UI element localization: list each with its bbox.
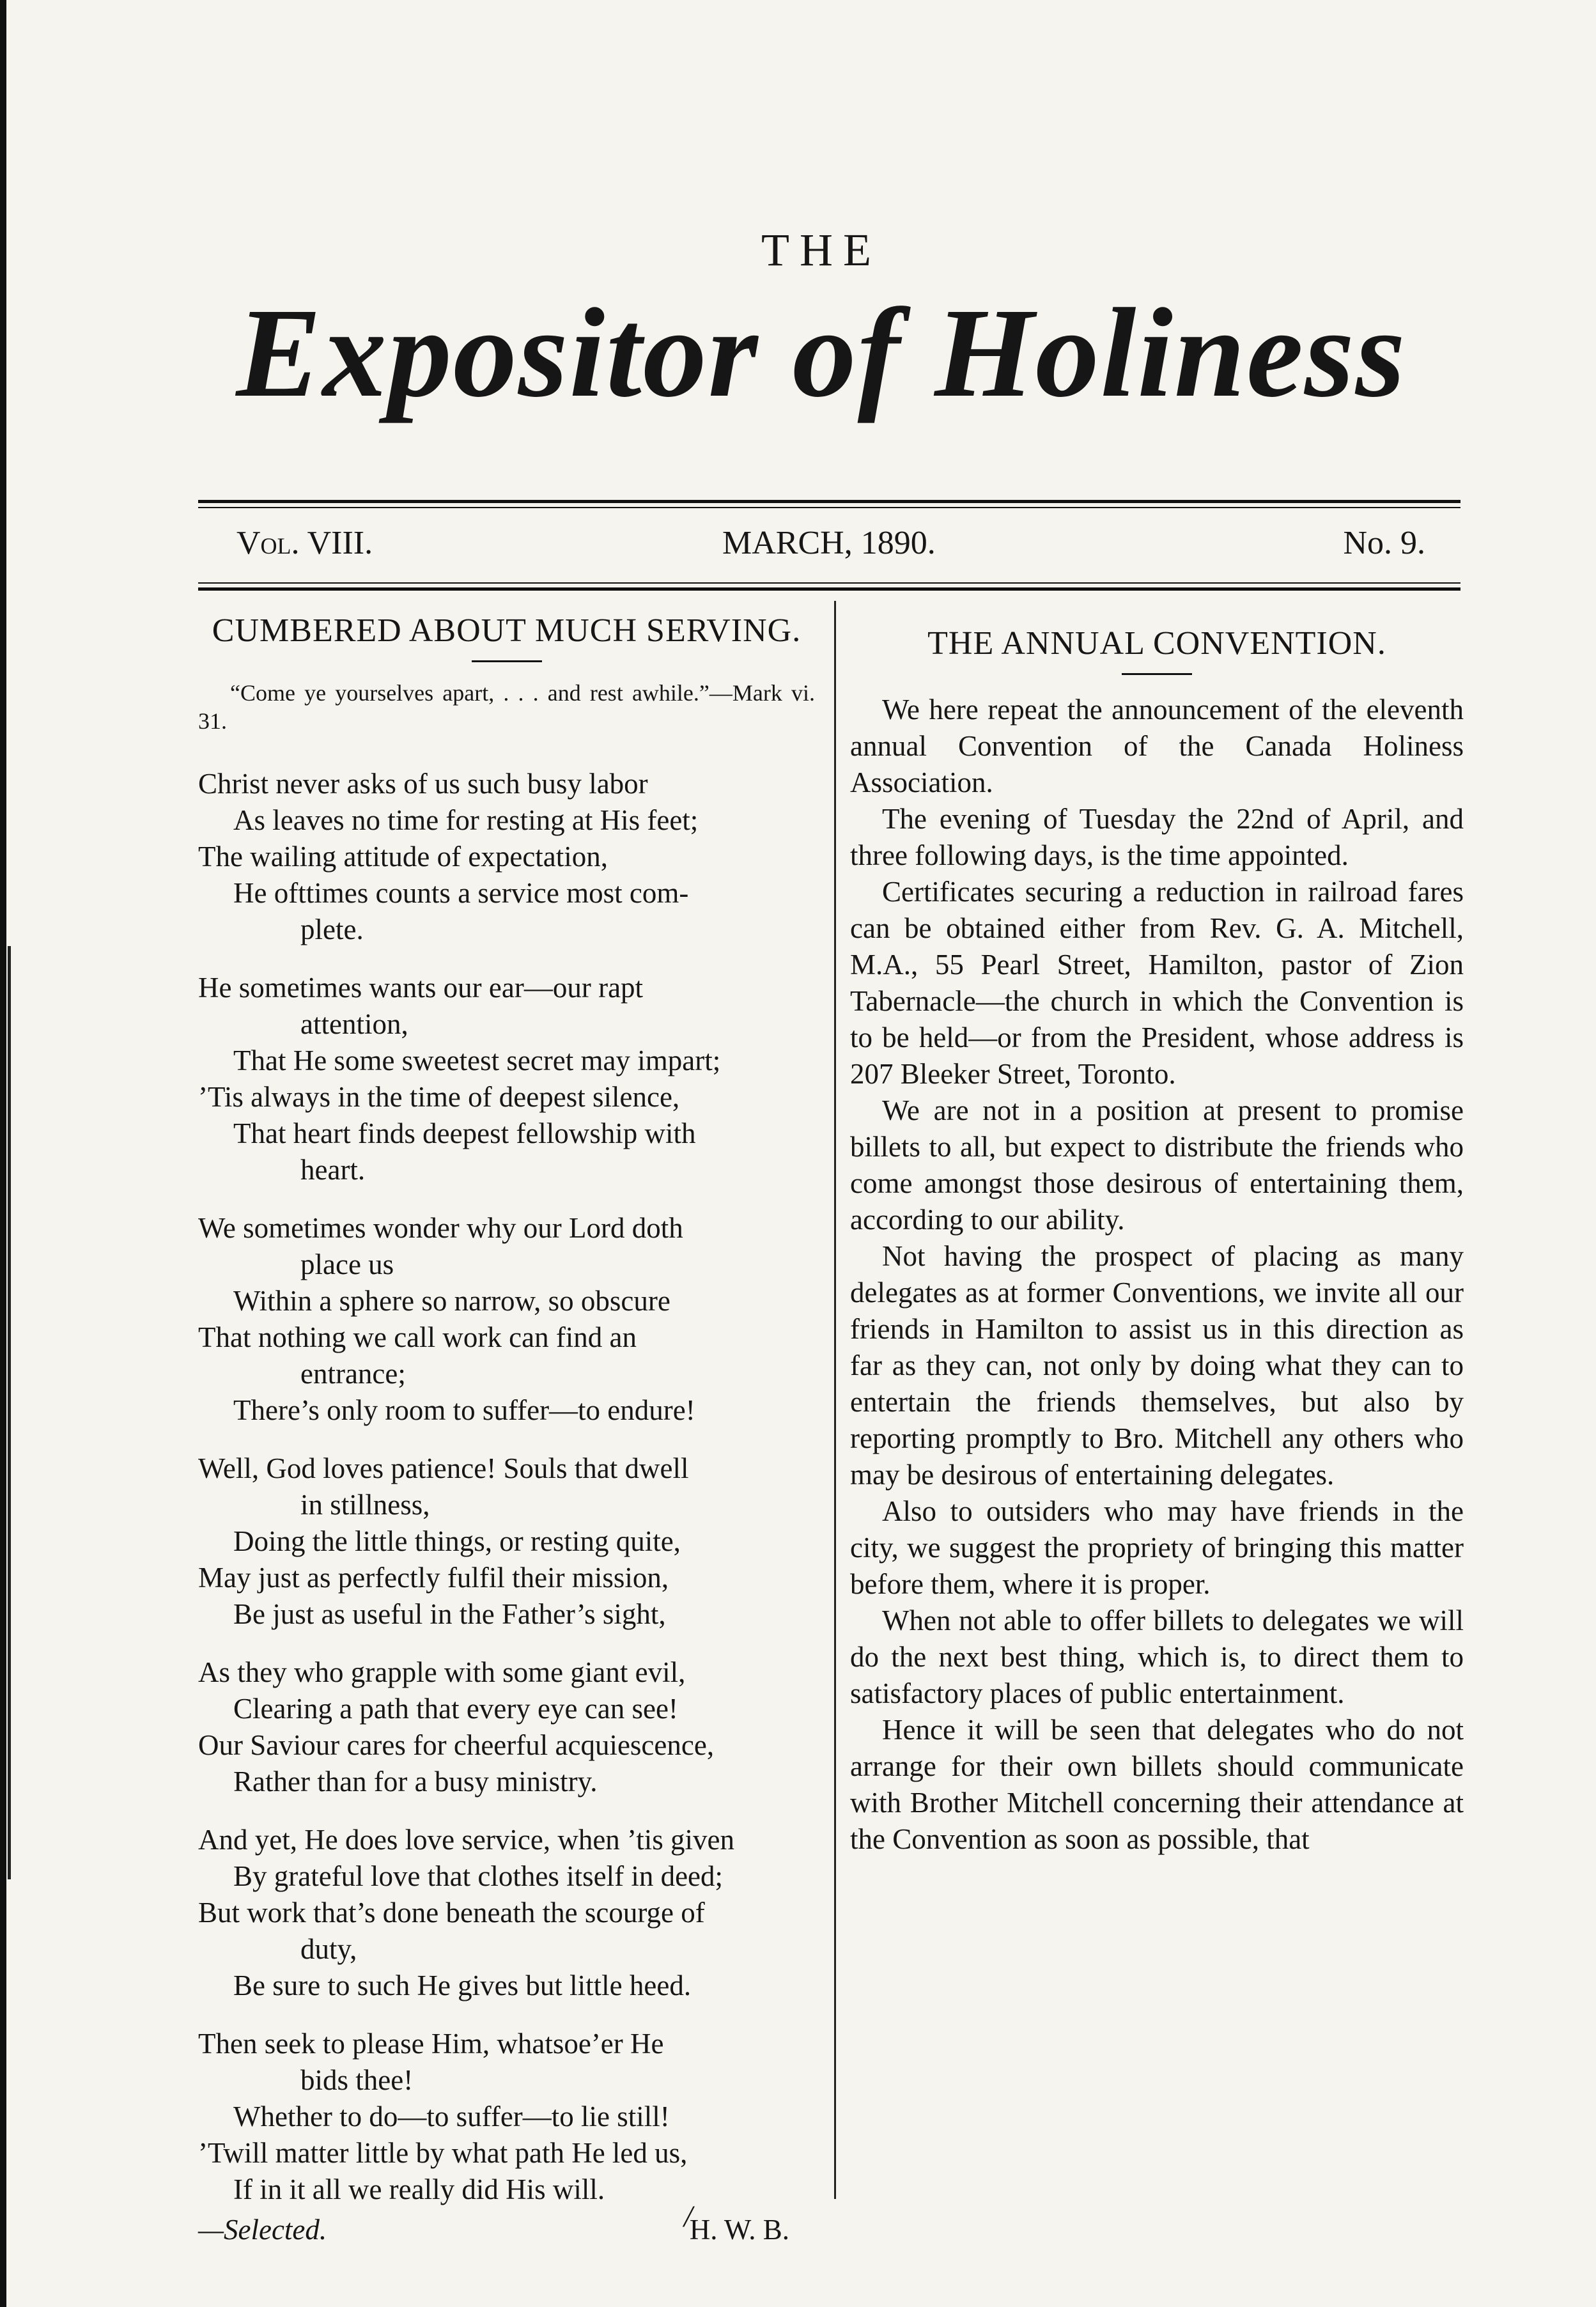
page-folio: / — [684, 2200, 693, 2233]
article-paragraph: The evening of Tuesday the 22nd of April, and three following days, is the time appointed. — [850, 803, 1464, 871]
column-divider — [834, 601, 836, 2199]
stanza-4 — [198, 1450, 815, 1633]
poem-line: As leaves no time for resting at His feet; — [233, 804, 699, 836]
poem-line: Be sure to such He gives but little heed. — [233, 1969, 692, 2001]
article-column — [850, 610, 1464, 1858]
poem-line: That He some sweetest secret may impart; — [233, 1045, 721, 1076]
stanza-7 — [198, 2026, 815, 2208]
masthead-the: THE — [761, 224, 881, 276]
poem-line: ’Twill matter little by what path He led us, — [198, 2137, 688, 2169]
article-paragraph: Not having the prospect of placing as many delegates as at former Conventions, we invite all our friends in Hamilton to assist us in this direction as far as they can, not only by doing what they can to entertain the friends themselves, but also by reporting promptly to Bro. Mitchell any others who may be desirous of entertaining delegates. — [850, 1240, 1464, 1491]
poem-line: Well, God loves patience! Souls that dwell — [198, 1452, 689, 1484]
article-paragraph: Certificates securing a reduction in railroad fares can be obtained either from Rev. G. A. Mitchell, M.A., 55 Pearl Street, Hamilton, pastor of Zion Tabernacle—the church in which the Convention is to be held—or from the President, whose address is 207 Bleeker Street, Toronto. — [850, 876, 1464, 1090]
poem-line: duty, — [300, 1933, 357, 1965]
poem-line: By grateful love that clothes itself in deed; — [233, 1860, 724, 1892]
poem-line: Be just as useful in the Father’s sight, — [233, 1598, 666, 1630]
binding-edge — [0, 0, 6, 2307]
stanza-1 — [198, 766, 815, 948]
stanza-2 — [198, 970, 815, 1188]
article-paragraph: Also to outsiders who may have friends in the city, we suggest the propriety of bringing this matter before them, where it is proper. — [850, 1495, 1464, 1600]
poem-column — [198, 610, 815, 2250]
stanza-6 — [198, 1822, 815, 2004]
binding-edge-mark — [8, 946, 11, 1879]
poem-line: As they who grapple with some giant evil, — [198, 1656, 686, 1688]
poem-line: heart. — [300, 1154, 366, 1186]
poem-line: attention, — [300, 1008, 408, 1040]
poem-line: There’s only room to suffer—to endure! — [233, 1394, 695, 1426]
poem-line: He ofttimes counts a service most com- — [233, 877, 689, 909]
poem-signature — [198, 2212, 815, 2250]
bottom-double-rule — [198, 579, 1460, 591]
poem-line: That heart finds deepest fellowship with — [233, 1117, 696, 1149]
poem-line: Clearing a path that every eye can see! — [233, 1693, 678, 1725]
issue-number: No. 9. — [1343, 525, 1425, 561]
poem-line: Rather than for a busy ministry. — [233, 1766, 598, 1798]
poem-line: entrance; — [300, 1358, 406, 1390]
poem-line: plete. — [300, 913, 364, 945]
poem-line: The wailing attitude of expectation, — [198, 841, 608, 873]
article-paragraph: Hence it will be seen that delegates who do not arrange for their own billets should communicate with Brother Mitchell concerning their attendance at the Convention as soon as possible, that — [850, 1714, 1464, 1855]
poem-line: If in it all we really did His will. — [233, 2173, 605, 2205]
signature-source: —Selected. — [198, 2214, 327, 2246]
stanza-3 — [198, 1210, 815, 1429]
poem-line: Then seek to please Him, whatsoe’er He — [198, 2028, 664, 2060]
poem-heading: CUMBERED ABOUT MUCH SERVING. — [212, 612, 802, 649]
issue-line — [236, 524, 1425, 575]
article-heading: THE ANNUAL CONVENTION. — [927, 625, 1386, 662]
article-paragraph: We are not in a position at present to promise billets to all, but expect to distribute the friends who come amongst those desirous of entertaining them, according to our ability. — [850, 1094, 1464, 1236]
poem-line: Christ never asks of us such busy labor — [198, 768, 648, 800]
poem-line: Our Saviour cares for cheerful acquiescence, — [198, 1729, 715, 1761]
poem-line: He sometimes wants our ear—our rapt — [198, 972, 644, 1004]
poem-line: ’Tis always in the time of deepest silence, — [198, 1081, 680, 1113]
poem-line: We sometimes wonder why our Lord doth — [198, 1212, 683, 1244]
poem-line: And yet, He does love service, when ’tis given — [198, 1824, 734, 1856]
article-paragraph: We here repeat the announcement of the eleventh annual Convention of the Canada Holiness Association. — [850, 694, 1464, 798]
poem-line: Whether to do—to suffer—to lie still! — [233, 2101, 670, 2132]
poem-line: in stillness, — [300, 1489, 430, 1521]
poem-line: Within a sphere so narrow, so obscure — [233, 1285, 670, 1317]
masthead — [192, 224, 1451, 424]
volume-label: Vol. VIII. — [236, 525, 373, 561]
issue-date: MARCH, 1890. — [722, 525, 936, 561]
signature-initials: H. W. B. — [689, 2214, 789, 2246]
poem-epigraph: “Come ye yourselves apart, . . . and rest awhile.”—Mark vi. 31. — [198, 680, 815, 734]
poem-line: That nothing we call work can find an — [198, 1321, 637, 1353]
heading-rule — [1122, 673, 1192, 675]
publication-title: Expositor of Holiness — [236, 283, 1407, 424]
poem-line: place us — [300, 1248, 394, 1280]
stanza-5 — [198, 1654, 815, 1800]
poem-line: But work that’s done beneath the scourge of — [198, 1897, 705, 1929]
top-double-rule — [198, 500, 1460, 508]
heading-rule — [472, 660, 542, 662]
poem-line: bids thee! — [300, 2064, 414, 2096]
poem-line: May just as perfectly fulfil their mission, — [198, 1562, 669, 1594]
article-paragraph: When not able to offer billets to delegates we will do the next best thing, which is, to direct them to satisfactory places of public entertainment. — [850, 1604, 1464, 1709]
poem-line: Doing the little things, or resting quite, — [233, 1525, 681, 1557]
